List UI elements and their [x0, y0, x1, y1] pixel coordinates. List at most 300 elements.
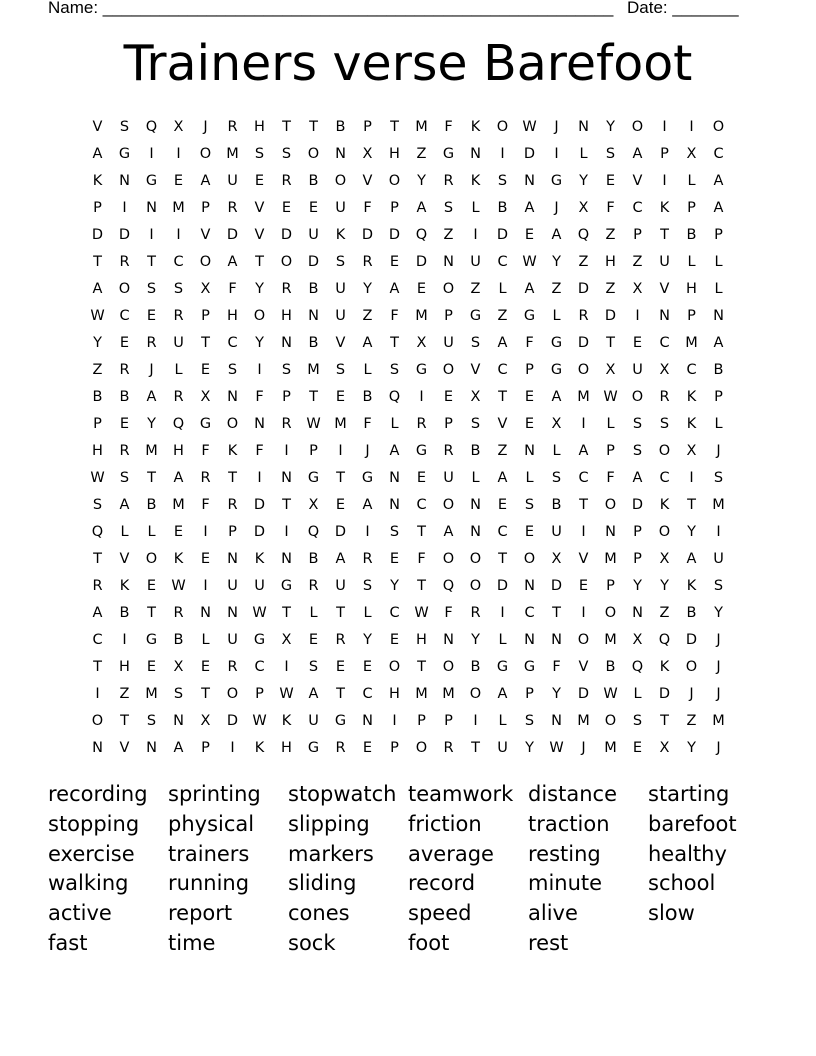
grid-letter: B	[146, 496, 157, 513]
grid-letter: I	[284, 442, 289, 459]
grid-letter: A	[416, 199, 427, 216]
grid-letter: X	[551, 415, 562, 432]
grid-letter: E	[254, 172, 265, 189]
grid-letter: E	[335, 496, 346, 513]
grid-letter: U	[335, 577, 346, 594]
word-list-item: starting	[648, 782, 730, 806]
grid-letter: Q	[442, 577, 455, 594]
grid-letter: Q	[91, 523, 104, 540]
grid-letter: P	[444, 712, 453, 729]
grid-letter: Q	[145, 118, 158, 135]
grid-letter: C	[254, 658, 265, 675]
grid-letter: Y	[660, 577, 669, 594]
grid-letter: O	[442, 496, 455, 513]
grid-letter: Y	[633, 577, 642, 594]
grid-letter: W	[90, 469, 105, 486]
grid-letter: E	[605, 172, 616, 189]
grid-letter: D	[550, 577, 563, 594]
grid-letter: T	[93, 253, 102, 270]
grid-letter: N	[92, 739, 103, 756]
grid-letter: S	[443, 199, 454, 216]
grid-letter: T	[417, 523, 426, 540]
grid-letter: Y	[714, 604, 723, 621]
grid-letter: Z	[362, 307, 373, 324]
grid-letter: Z	[119, 685, 130, 702]
grid-letter: R	[416, 415, 427, 432]
grid-letter: E	[335, 388, 346, 405]
grid-letter: R	[335, 631, 346, 648]
grid-letter: Y	[606, 118, 615, 135]
grid-letter: T	[282, 496, 291, 513]
grid-letter: H	[119, 658, 130, 675]
grid-letter: S	[497, 172, 508, 189]
grid-letter: J	[689, 685, 694, 702]
grid-letter: N	[389, 469, 400, 486]
grid-letter: V	[119, 739, 130, 756]
grid-letter: S	[470, 334, 481, 351]
grid-letter: Q	[631, 658, 644, 675]
grid-letter: R	[200, 469, 211, 486]
grid-letter: U	[335, 199, 346, 216]
grid-letter: M	[712, 712, 725, 729]
grid-letter: I	[176, 226, 181, 243]
grid-letter: C	[173, 253, 184, 270]
grid-letter: T	[660, 712, 669, 729]
grid-letter: I	[662, 118, 667, 135]
grid-letter: Y	[552, 253, 561, 270]
grid-letter: A	[632, 469, 643, 486]
grid-letter: B	[308, 334, 319, 351]
grid-letter: N	[713, 307, 724, 324]
word-list-item: foot	[408, 930, 450, 955]
grid-letter: V	[470, 361, 481, 378]
grid-letter: E	[308, 631, 319, 648]
grid-letter: M	[415, 685, 428, 702]
grid-letter: B	[551, 496, 562, 513]
grid-letter: A	[119, 496, 130, 513]
grid-letter: I	[122, 631, 127, 648]
word-list-item: walking	[48, 871, 129, 896]
grid-letter: C	[659, 334, 670, 351]
grid-letter: O	[631, 118, 644, 135]
grid-letter: A	[92, 280, 103, 297]
word-list-item: running	[168, 871, 250, 896]
grid-letter: T	[147, 604, 156, 621]
word-list-item: markers	[288, 841, 374, 866]
grid-letter: L	[687, 253, 696, 270]
grid-letter: X	[308, 496, 319, 513]
grid-letter: G	[334, 712, 347, 729]
grid-letter: I	[419, 388, 424, 405]
grid-letter: U	[254, 577, 265, 594]
grid-letter: C	[389, 604, 400, 621]
grid-letter: R	[362, 253, 373, 270]
grid-letter: D	[361, 226, 374, 243]
grid-letter: Z	[497, 442, 508, 459]
grid-letter: I	[554, 145, 559, 162]
grid-letter: E	[200, 550, 211, 567]
grid-letter: J	[203, 118, 208, 135]
grid-letter: X	[659, 361, 670, 378]
grid-letter: D	[577, 280, 590, 297]
grid-letter: M	[604, 550, 617, 567]
grid-letter: O	[631, 388, 644, 405]
grid-letter: G	[118, 145, 131, 162]
grid-letter: S	[605, 145, 616, 162]
grid-letter: R	[146, 334, 157, 351]
grid-letter: O	[199, 253, 212, 270]
grid-letter: L	[471, 469, 480, 486]
grid-letter: P	[633, 226, 642, 243]
grid-letter: N	[389, 496, 400, 513]
grid-letter: C	[497, 523, 508, 540]
grid-letter: S	[308, 658, 319, 675]
word-list-item: resting	[528, 841, 601, 866]
grid-letter: F	[444, 118, 453, 135]
grid-letter: Y	[417, 172, 426, 189]
grid-letter: S	[713, 577, 724, 594]
word-list-item: physical	[168, 811, 255, 836]
grid-letter: M	[712, 496, 725, 513]
grid-letter: N	[470, 523, 481, 540]
grid-letter: P	[390, 739, 399, 756]
grid-letter: A	[173, 469, 184, 486]
grid-letter: N	[524, 172, 535, 189]
grid-letter: A	[200, 172, 211, 189]
grid-letter: T	[390, 334, 399, 351]
grid-letter: X	[200, 712, 211, 729]
grid-letter: B	[362, 388, 373, 405]
grid-letter: S	[551, 469, 562, 486]
grid-letter: L	[633, 685, 642, 702]
grid-letter: Z	[497, 307, 508, 324]
grid-letter: N	[470, 145, 481, 162]
grid-letter: E	[200, 361, 211, 378]
grid-letter: M	[307, 361, 320, 378]
grid-letter: V	[200, 226, 211, 243]
grid-letter: B	[119, 388, 130, 405]
grid-letter: T	[660, 226, 669, 243]
grid-letter: H	[416, 631, 427, 648]
grid-letter: I	[176, 145, 181, 162]
grid-letter: P	[525, 685, 534, 702]
grid-letter: O	[523, 550, 536, 567]
grid-letter: P	[525, 361, 534, 378]
grid-letter: I	[203, 577, 208, 594]
grid-letter: D	[658, 685, 671, 702]
grid-letter: O	[388, 172, 401, 189]
grid-letter: F	[390, 307, 399, 324]
grid-letter: N	[551, 712, 562, 729]
grid-letter: F	[552, 658, 561, 675]
grid-letter: N	[605, 523, 616, 540]
grid-letter: L	[201, 631, 210, 648]
grid-letter: T	[282, 118, 291, 135]
grid-letter: G	[280, 577, 293, 594]
date-field: Date: _______	[627, 0, 739, 17]
grid-letter: U	[551, 523, 562, 540]
grid-letter: O	[658, 523, 671, 540]
grid-letter: N	[146, 739, 157, 756]
grid-letter: O	[469, 550, 482, 567]
grid-letter: B	[605, 658, 616, 675]
grid-letter: A	[497, 334, 508, 351]
grid-letter: E	[524, 388, 535, 405]
word-list-item: trainers	[168, 841, 250, 866]
grid-letter: Y	[93, 334, 102, 351]
grid-letter: L	[498, 280, 507, 297]
grid-letter: Z	[443, 226, 454, 243]
grid-letter: T	[390, 118, 399, 135]
grid-letter: X	[686, 145, 697, 162]
grid-letter: L	[498, 631, 507, 648]
grid-letter: D	[253, 496, 266, 513]
grid-letter: K	[686, 577, 697, 594]
grid-letter: P	[687, 307, 696, 324]
grid-letter: V	[632, 172, 643, 189]
grid-letter: F	[255, 388, 264, 405]
grid-letter: V	[254, 199, 265, 216]
word-list-item: average	[408, 841, 494, 866]
grid-letter: G	[442, 145, 455, 162]
word-list-item: speed	[408, 901, 472, 926]
grid-letter: I	[689, 469, 694, 486]
grid-letter: K	[686, 415, 697, 432]
grid-letter: P	[633, 550, 642, 567]
grid-letter: R	[443, 739, 454, 756]
word-list-item: teamwork	[408, 782, 514, 806]
grid-letter: N	[281, 334, 292, 351]
grid-letter: N	[659, 307, 670, 324]
grid-letter: A	[632, 145, 643, 162]
grid-letter: G	[361, 469, 374, 486]
grid-letter: H	[92, 442, 103, 459]
grid-letter: A	[362, 334, 373, 351]
grid-letter: T	[552, 604, 561, 621]
grid-letter: A	[713, 334, 724, 351]
grid-letter: B	[173, 631, 184, 648]
grid-letter: T	[201, 334, 210, 351]
grid-letter: U	[308, 226, 319, 243]
grid-letter: Y	[552, 685, 561, 702]
grid-letter: M	[172, 199, 185, 216]
grid-letter: Y	[687, 739, 696, 756]
grid-letter: N	[524, 577, 535, 594]
grid-letter: B	[686, 604, 697, 621]
grid-letter: M	[577, 712, 590, 729]
grid-letter: U	[173, 334, 184, 351]
grid-letter: G	[523, 307, 536, 324]
word-list-item: sock	[288, 930, 336, 955]
grid-letter: P	[633, 523, 642, 540]
grid-letter: W	[603, 685, 618, 702]
grid-letter: S	[524, 712, 535, 729]
grid-letter: H	[173, 442, 184, 459]
grid-letter: R	[470, 604, 481, 621]
grid-letter: K	[119, 577, 130, 594]
grid-letter: L	[363, 604, 372, 621]
grid-letter: S	[146, 280, 157, 297]
grid-letter: I	[122, 199, 127, 216]
grid-letter: P	[390, 199, 399, 216]
grid-letter: N	[119, 172, 130, 189]
grid-letter: Q	[307, 523, 320, 540]
grid-letter: D	[334, 523, 347, 540]
grid-letter: G	[550, 172, 563, 189]
grid-letter: I	[581, 415, 586, 432]
grid-letter: E	[578, 577, 589, 594]
grid-letter: E	[416, 469, 427, 486]
grid-letter: N	[632, 604, 643, 621]
grid-letter: R	[119, 361, 130, 378]
grid-letter: J	[716, 631, 721, 648]
grid-letter: P	[714, 388, 723, 405]
grid-letter: X	[551, 550, 562, 567]
grid-letter: N	[443, 631, 454, 648]
grid-letter: T	[93, 658, 102, 675]
grid-letter: D	[496, 577, 509, 594]
grid-letter: O	[577, 631, 590, 648]
grid-letter: M	[172, 496, 185, 513]
grid-letter: J	[365, 442, 370, 459]
grid-letter: T	[147, 253, 156, 270]
grid-letter: I	[257, 469, 262, 486]
grid-letter: O	[577, 361, 590, 378]
grid-letter: N	[308, 307, 319, 324]
grid-letter: I	[635, 307, 640, 324]
grid-letter: W	[90, 307, 105, 324]
grid-letter: S	[524, 496, 535, 513]
grid-letter: I	[95, 685, 100, 702]
grid-letter: P	[606, 577, 615, 594]
grid-letter: F	[606, 469, 615, 486]
grid-letter: X	[173, 118, 184, 135]
grid-letter: I	[473, 226, 478, 243]
grid-letter: R	[227, 118, 238, 135]
grid-letter: H	[281, 739, 292, 756]
grid-letter: U	[632, 361, 643, 378]
grid-letter: T	[336, 685, 345, 702]
grid-letter: T	[579, 496, 588, 513]
grid-letter: M	[685, 334, 698, 351]
grid-letter: P	[201, 199, 210, 216]
grid-letter: A	[227, 253, 238, 270]
grid-letter: G	[415, 361, 428, 378]
grid-letter: A	[146, 388, 157, 405]
grid-letter: E	[173, 523, 184, 540]
grid-letter: G	[253, 631, 266, 648]
grid-letter: P	[444, 415, 453, 432]
grid-letter: D	[280, 226, 293, 243]
grid-letter: M	[442, 685, 455, 702]
grid-letter: L	[714, 280, 723, 297]
grid-letter: L	[606, 415, 615, 432]
grid-letter: O	[685, 658, 698, 675]
grid-letter: U	[308, 712, 319, 729]
grid-letter: O	[496, 118, 509, 135]
grid-letter: B	[119, 604, 130, 621]
grid-letter: J	[581, 739, 586, 756]
grid-letter: W	[414, 604, 429, 621]
grid-letter: G	[550, 334, 563, 351]
grid-letter: L	[498, 712, 507, 729]
grid-letter: X	[173, 658, 184, 675]
grid-letter: D	[226, 226, 239, 243]
grid-letter: L	[309, 604, 318, 621]
grid-letter: L	[390, 415, 399, 432]
grid-letter: X	[200, 280, 211, 297]
grid-letter: S	[335, 361, 346, 378]
grid-letter: P	[417, 712, 426, 729]
grid-letter: A	[173, 739, 184, 756]
grid-letter: E	[362, 739, 373, 756]
grid-letter: B	[308, 172, 319, 189]
grid-letter: R	[281, 415, 292, 432]
grid-letter: K	[281, 712, 292, 729]
grid-letter: T	[309, 118, 318, 135]
grid-letter: S	[119, 118, 130, 135]
grid-letter: D	[523, 145, 536, 162]
grid-letter: N	[281, 550, 292, 567]
grid-letter: R	[227, 199, 238, 216]
grid-letter: S	[281, 361, 292, 378]
grid-letter: P	[255, 685, 264, 702]
grid-letter: N	[281, 469, 292, 486]
grid-letter: H	[389, 685, 400, 702]
grid-letter: I	[392, 712, 397, 729]
grid-letter: T	[417, 577, 426, 594]
grid-letter: C	[362, 685, 373, 702]
word-list-item: alive	[528, 901, 578, 926]
grid-letter: I	[284, 523, 289, 540]
grid-letter: V	[119, 550, 130, 567]
grid-letter: S	[632, 712, 643, 729]
word-list-item: fast	[48, 930, 88, 955]
grid-letter: M	[415, 307, 428, 324]
grid-letter: D	[685, 631, 698, 648]
grid-letter: Y	[363, 280, 372, 297]
grid-letter: E	[632, 739, 643, 756]
grid-letter: Y	[687, 523, 696, 540]
grid-letter: A	[551, 388, 562, 405]
grid-letter: T	[120, 712, 129, 729]
grid-letter: O	[658, 442, 671, 459]
grid-letter: V	[578, 658, 589, 675]
word-list-item: rest	[528, 930, 569, 955]
word-list-item: friction	[408, 811, 482, 836]
grid-letter: M	[577, 388, 590, 405]
grid-letter: R	[92, 577, 103, 594]
grid-letter: B	[686, 226, 697, 243]
grid-letter: S	[173, 280, 184, 297]
grid-letter: D	[577, 334, 590, 351]
grid-letter: T	[336, 469, 345, 486]
grid-letter: A	[389, 280, 400, 297]
grid-letter: C	[578, 469, 589, 486]
grid-letter: N	[227, 550, 238, 567]
grid-letter: O	[469, 577, 482, 594]
grid-letter: L	[363, 361, 372, 378]
grid-letter: R	[659, 388, 670, 405]
grid-letter: M	[415, 118, 428, 135]
grid-letter: I	[257, 361, 262, 378]
grid-letter: Z	[92, 361, 103, 378]
grid-letter: L	[525, 469, 534, 486]
grid-letter: O	[604, 496, 617, 513]
grid-letter: W	[171, 577, 186, 594]
grid-letter: N	[362, 712, 373, 729]
grid-letter: T	[309, 388, 318, 405]
